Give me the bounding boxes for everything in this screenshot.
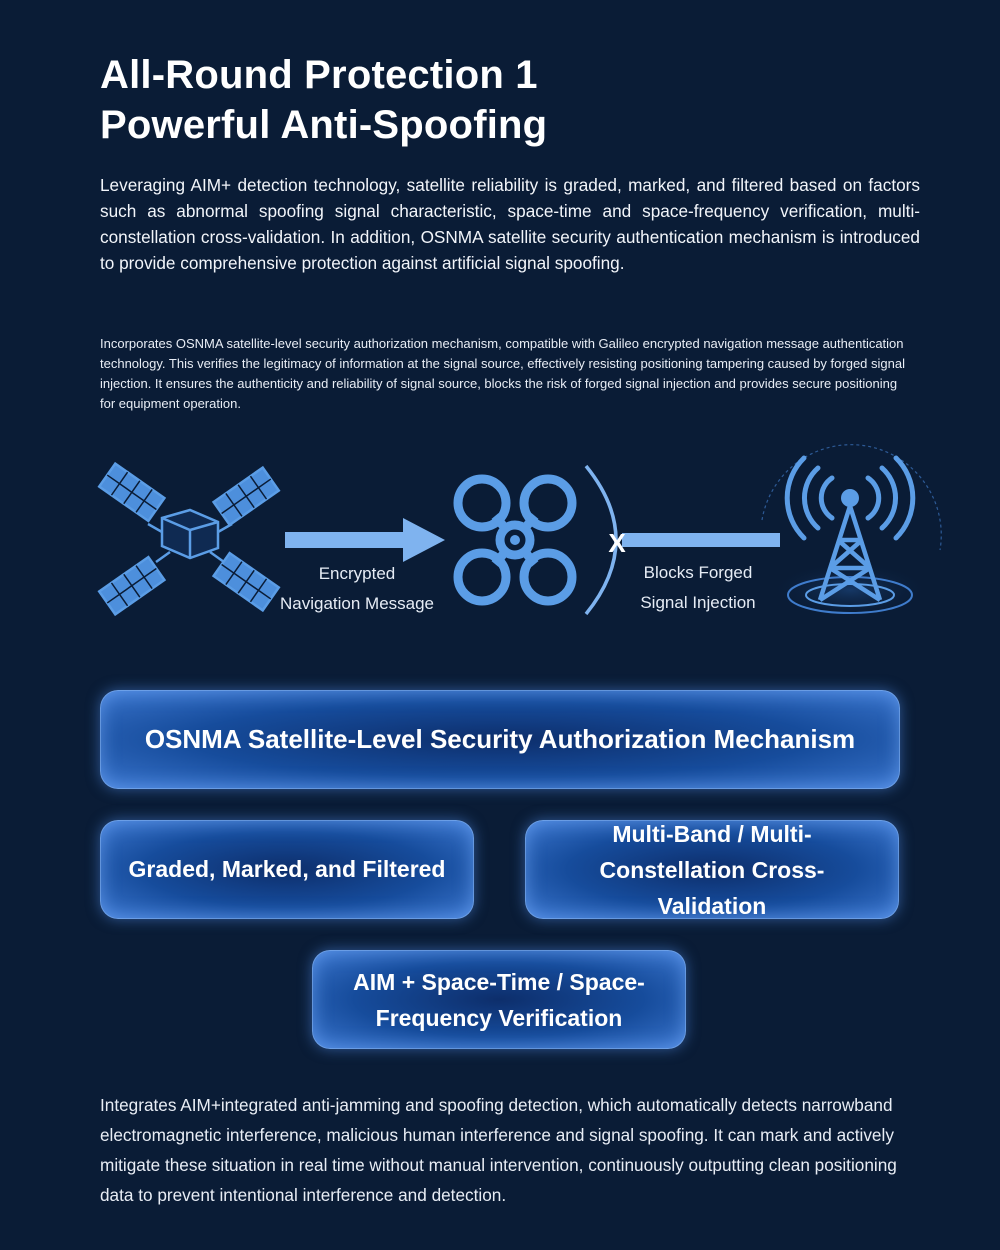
encrypted-line-1: Encrypted [318,564,396,583]
feature-osnma: OSNMA Satellite-Level Security Authorization Mechanism [100,690,900,789]
encrypted-message-label [262,559,452,619]
blocks-line-2: Signal Injection [640,593,756,612]
intro-paragraph: Leveraging AIM+ detection technology, satellite reliability is graded, marked, and filtered based on factors such as abnormal spoofing signal characteristic, space-time and space-frequency verification, multi-constellation cross-validation. In addition, OSNMA satellite security authentication mechanism is introduced to provide comprehensive protection against artificial signal spoofing. [100,175,920,273]
diagram-graphics [0,440,1000,660]
title-line-2: Powerful Anti-Spoofing [100,103,548,147]
drone-icon [458,479,572,601]
outro-paragraph: Integrates AIM+integrated anti-jamming and spoofing detection, which automatically detects narrowband electromagnetic interference, malicious human interference and signal spoofing. It can mark and actively mitigate these situation in real time without manual intervention, continuously outputting clean positioning data to prevent intentional interference and detection. [100,1095,897,1205]
blocks-line-1: Blocks Forged [643,563,753,582]
feature-aim: AIM + Space-Time / Space-Frequency Verification [312,950,686,1049]
satellite-icon [99,464,279,615]
signal-tower-icon [762,445,941,618]
feature-graded: Graded, Marked, and Filtered [100,820,474,919]
osnma-description: Incorporates OSNMA satellite-level security authorization mechanism, compatible with Galileo encrypted navigation message authentication technology. This verifies the legitimacy of information at the signal source, effectively resisting positioning tampering caused by forged signal injection. It ensures the authenticity and reliability of signal source, blocks the risk of forged signal injection and provides secure positioning for equipment operation. [100,336,905,411]
block-mark: X [608,528,626,558]
signal-diagram [0,440,1000,660]
forged-signal-line [622,533,780,547]
arrow-right-icon [285,518,445,562]
blocks-forged-label [618,558,778,618]
feature-multi-band: Multi-Band / Multi-Constellation Cross-Validation [525,820,899,919]
page-title [100,50,920,150]
title-line-1: All-Round Protection 1 [100,53,538,97]
encrypted-line-2: Navigation Message [279,594,435,613]
